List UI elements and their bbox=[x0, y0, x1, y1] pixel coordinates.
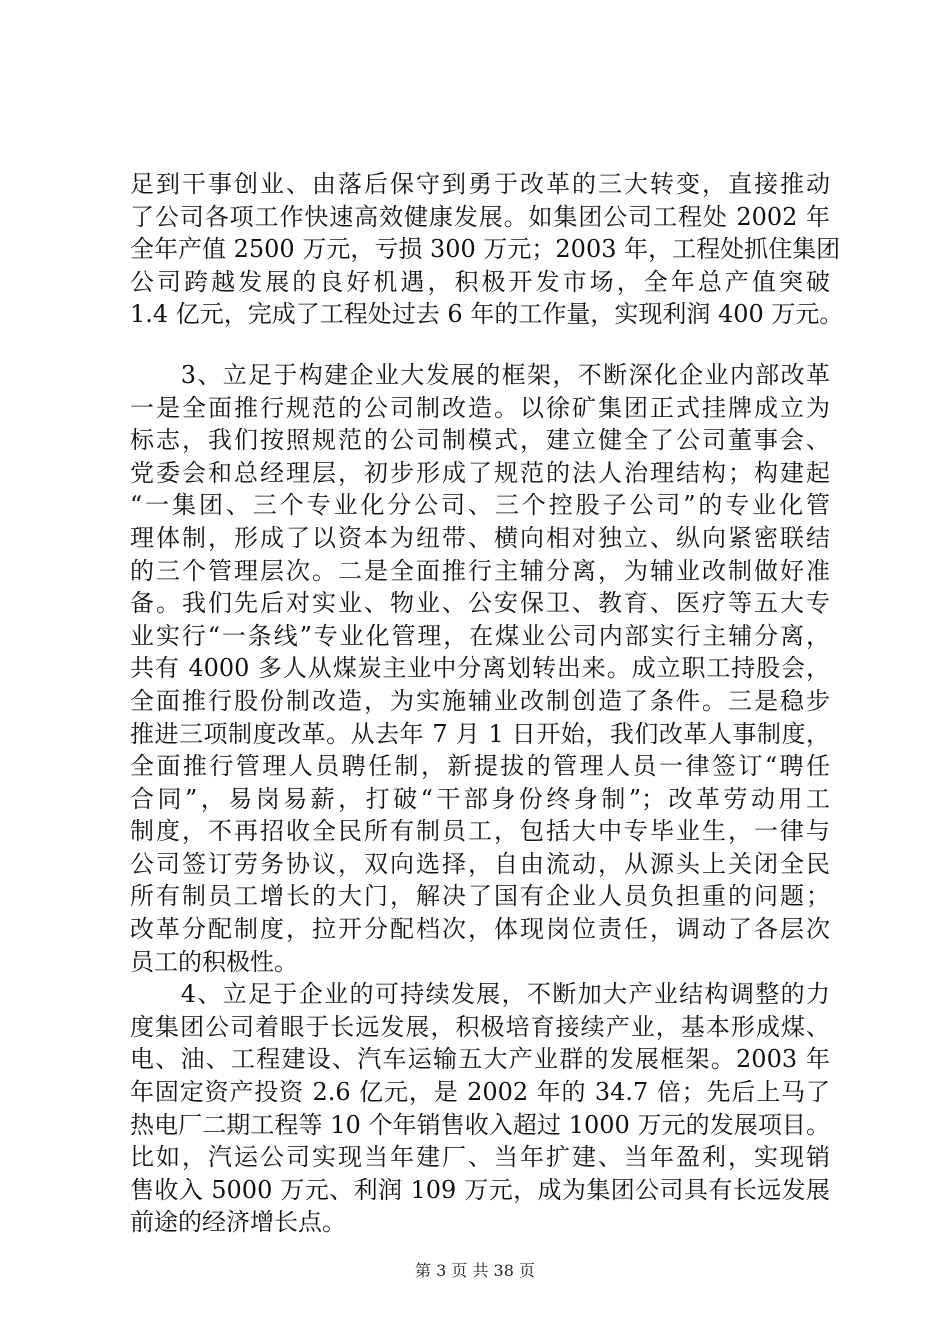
text-line: 3、立足于构建企业大发展的框架，不断深化企业内部改革 bbox=[130, 360, 830, 389]
text-line: 电、油、工程建设、汽车运输五大产业群的发展框架。2003 年 bbox=[130, 1045, 830, 1074]
paragraph-block-2 bbox=[130, 359, 830, 1239]
text-line: 合同”，易岗易薪，打破“干部身份终身制”；改革劳动用工 bbox=[130, 784, 830, 813]
text-line: 备。我们先后对实业、物业、公安保卫、教育、医疗等五大专 bbox=[130, 589, 830, 618]
text-line: 所有制员工增长的大门，解决了国有企业人员负担重的问题； bbox=[130, 882, 830, 911]
text-line: 全面推行管理人员聘任制，新提拔的管理人员一律签订“聘任 bbox=[130, 752, 830, 781]
text-line: 1.4 亿元，完成了工程处过去 6 年的工作量，实现利润 400 万元。 bbox=[130, 300, 844, 329]
text-line: 全年产值 2500 万元，亏损 300 万元；2003 年，工程处抓住集团 bbox=[130, 235, 841, 264]
text-line: 公司跨越发展的良好机遇，积极开发市场，全年总产值突破 bbox=[130, 267, 830, 296]
text-line: 全面推行股份制改造，为实施辅业改制创造了条件。三是稳步 bbox=[130, 686, 830, 715]
text-line: 标志，我们按照规范的公司制模式，建立健全了公司董事会、 bbox=[130, 426, 830, 455]
text-line: 度集团公司着眼于长远发展，积极培育接续产业，基本形成煤、 bbox=[130, 1012, 830, 1041]
text-line: 推进三项制度改革。从去年 7 月 1 日开始，我们改革人事制度， bbox=[130, 719, 830, 748]
text-line: 共有 4000 多人从煤炭主业中分离划转出来。成立职工持股会， bbox=[130, 654, 830, 683]
text-line: 售收入 5000 万元、利润 109 万元，成为集团公司具有长远发展 bbox=[130, 1175, 830, 1204]
document-body bbox=[130, 168, 844, 1239]
text-line: 前途的经济增长点。 bbox=[130, 1208, 346, 1237]
text-line: 一是全面推行规范的公司制改造。以徐矿集团正式挂牌成立为 bbox=[130, 393, 830, 422]
text-line: 的三个管理层次。二是全面推行主辅分离，为辅业改制做好准 bbox=[130, 556, 830, 585]
text-line: 改革分配制度，拉开分配档次，体现岗位责任，调动了各层次 bbox=[130, 915, 830, 944]
paragraph-block-1 bbox=[130, 168, 844, 331]
text-line: 党委会和总经理层，初步形成了规范的法人治理结构；构建起 bbox=[130, 458, 830, 487]
text-line: 4、立足于企业的可持续发展，不断加大产业结构调整的力 bbox=[130, 980, 830, 1009]
text-line: 理体制，形成了以资本为纽带、横向相对独立、纵向紧密联结 bbox=[130, 523, 830, 552]
text-line: 足到干事创业、由落后保守到勇于改革的三大转变，直接推动 bbox=[130, 170, 830, 198]
text-line: 了公司各项工作快速高效健康发展。如集团公司工程处 2002 年 bbox=[130, 202, 830, 231]
page-footer: 第 3 页 共 38 页 bbox=[415, 1261, 535, 1280]
text-line: 比如，汽运公司实现当年建厂、当年扩建、当年盈利，实现销 bbox=[130, 1143, 830, 1172]
paragraph-spacer bbox=[130, 331, 830, 359]
text-line: “一集团、三个专业化分公司、三个控股子公司”的专业化管 bbox=[130, 491, 830, 520]
text-line: 热电厂二期工程等 10 个年销售收入超过 1000 万元的发展项目。 bbox=[130, 1110, 830, 1139]
text-line: 年固定资产投资 2.6 亿元，是 2002 年的 34.7 倍；先后上马了 bbox=[130, 1078, 830, 1107]
text-line: 业实行“一条线”专业化管理，在煤业公司内部实行主辅分离， bbox=[130, 621, 830, 650]
text-line: 公司签订劳务协议，双向选择，自由流动，从源头上关闭全民 bbox=[130, 849, 830, 878]
text-line: 员工的积极性。 bbox=[130, 947, 298, 976]
text-line: 制度，不再招收全民所有制员工，包括大中专毕业生，一律与 bbox=[130, 817, 830, 846]
